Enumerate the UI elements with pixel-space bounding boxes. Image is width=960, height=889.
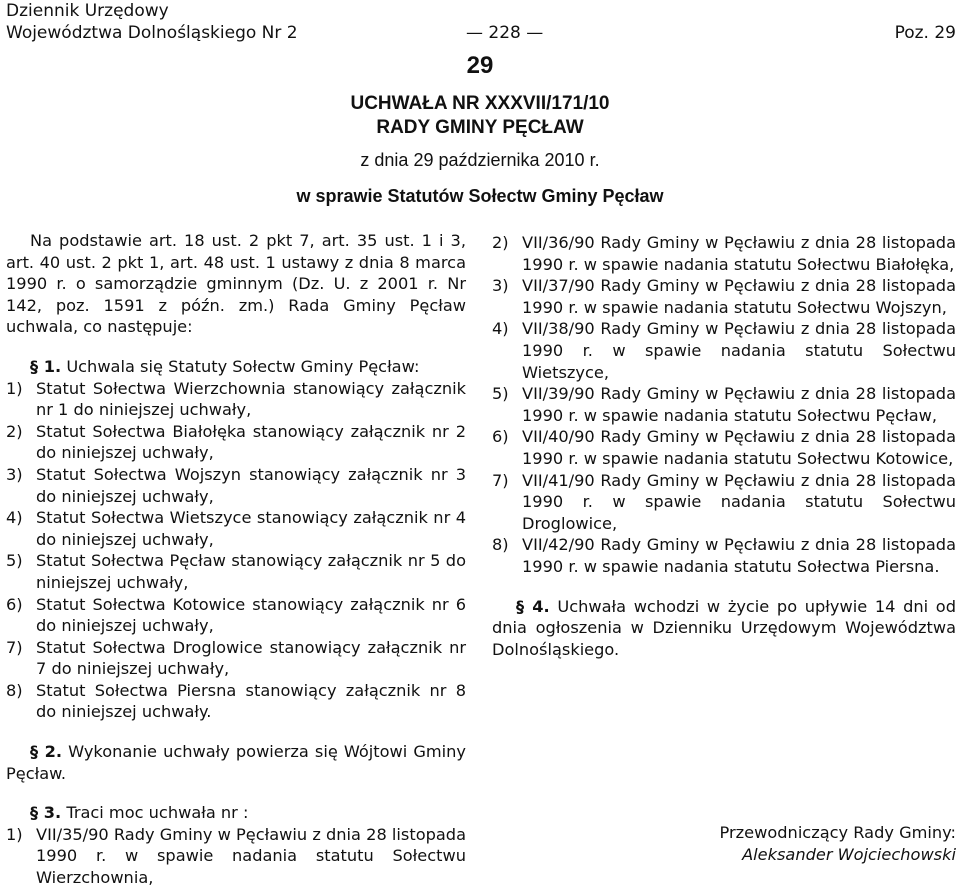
page-header [6,0,956,44]
document-number: 29 [466,52,494,79]
list-item-text: Statut Sołectwa Wierzchownia stanowiący załącznik nr 1 do niniejszej uchwały, [36,378,466,420]
list-item-text: VII/40/90 Rady Gminy w Pęcławiu z dnia 28 listopada 1990 r. w spawie nadania statutu Sołectwu Kotowice, [522,427,956,468]
signature-role: Przewodniczący Rady Gminy: [719,823,956,842]
list-item [6,378,466,421]
paragraph-3 [6,802,466,824]
paragraph-2 [6,741,466,784]
paragraph-1 [6,356,466,378]
list-item-text: VII/37/90 Rady Gminy w Pęcławiu z dnia 28 listopada 1990 r. w spawie nadania statutu Sołectwu Wojszyn, [522,276,956,317]
council-name: RADY GMINY PĘCŁAW [376,117,584,138]
list-item-number: 3) [492,276,509,296]
list-item [492,275,956,318]
list-item-number: 3) [6,464,23,484]
right-column [492,232,956,660]
page-number: — 228 — [466,23,544,43]
list-item [492,318,956,383]
list-item [492,534,956,577]
header-row [6,22,956,44]
list-item-number: 4) [492,319,509,339]
position-number: Poz. 29 [894,23,956,43]
list-item-number: 8) [6,680,23,700]
list-item-number: 2) [492,233,509,252]
list-item-text: VII/36/90 Rady Gminy w Pęcławiu z dnia 28 listopada 1990 r. w spawie nadania statutu Sołectwu Białołęka, [522,233,956,274]
list-item-text: VII/38/90 Rady Gminy w Pęcławiu z dnia 28 listopada 1990 r. w spawie nadania statutu Sołectwu Wietszyce, [522,319,956,382]
signature-block [720,822,956,866]
list-item-number: 1) [6,378,23,398]
paragraph-4-text: Uchwała wchodzi w życie po upływie 14 dni od dnia ogłoszenia w Dzienniku Urzędowym Województwa Dolnośląskiego. [492,596,956,659]
resolution-title: UCHWAŁA NR XXXVII/171/10 [350,93,610,114]
list-item-number: 7) [6,637,23,657]
list-item-text: VII/42/90 Rady Gminy w Pęcławiu z dnia 28 listopada 1990 r. w spawie nadania statutu Sołectwa Piersna. [522,535,956,576]
list-item-number: 2) [6,421,23,441]
list-item [6,421,466,464]
list-item-text: Statut Sołectwa Wojszyn stanowiący załącznik nr 3 do niniejszej uchwały, [36,464,466,506]
list-item [6,680,466,723]
resolution-subject: w sprawie Statutów Sołectw Gminy Pęcław [296,186,664,206]
list-item-text: VII/41/90 Rady Gminy w Pęcławiu z dnia 28 listopada 1990 r. w spawie nadania statutu Sołectwu Droglowice, [522,470,956,533]
paragraph-4-label: § 4. [516,596,550,616]
resolution-date: z dnia 29 października 2010 r. [360,150,600,170]
paragraph-2-label: § 2. [30,742,63,762]
list-item-text: VII/39/90 Rady Gminy w Pęcławiu z dnia 28 listopada 1990 r. w spawie nadania statutu Sołectwu Pęcław, [522,384,956,425]
list-item [492,470,956,535]
list-item [6,594,466,637]
spacer [6,338,466,356]
list-item-text: Statut Sołectwa Wietszyce stanowiący załącznik nr 4 do niniejszej uchwały, [36,508,466,549]
paragraph-1-label: § 1. [30,356,62,376]
left-column [6,230,466,889]
list-item-text: VII/35/90 Rady Gminy w Pęcławiu z dnia 28 listopada 1990 r. w spawie nadania statutu Sołectwu Wierzchownia, [36,824,466,888]
list-item-number: 5) [492,384,509,404]
list-item [492,426,956,469]
list-item [6,550,466,593]
paragraph-3-label: § 3. [30,803,62,823]
list-item [492,383,956,426]
list-item-number: 5) [6,551,23,571]
spacer [6,723,466,741]
list-item-text: Statut Sołectwa Pęcław stanowiący załącznik nr 5 do niniejszej uchwały, [36,551,466,592]
paragraph-2-text: Wykonanie uchwały powierza się Wójtowi Gminy Pęcław. [6,742,466,783]
list-item-number: 8) [492,535,509,555]
list-item-number: 4) [6,508,23,528]
list-item [6,824,466,889]
signature-name: Aleksander Wojciechowski [742,845,956,864]
publication-title: Dziennik Urzędowy [6,1,169,21]
list-item [6,507,466,550]
statutes-list [6,378,466,724]
list-item-text: Statut Sołectwa Kotowice stanowiący załącznik nr 6 do niniejszej uchwały, [36,594,466,636]
list-item-number: 1) [6,824,23,844]
paragraph-1-text: Uchwala się Statuty Sołectw Gminy Pęcław: [66,356,420,376]
list-item [492,232,956,275]
spacer [6,784,466,802]
list-item-number: 6) [492,427,509,447]
list-item-text: Statut Sołectwa Droglowice stanowiący załącznik nr 7 do niniejszej uchwały, [36,637,466,679]
paragraph-3-text: Traci moc uchwała nr : [66,803,249,823]
list-item-number: 6) [6,594,23,614]
list-item-text: Statut Sołectwa Białołęka stanowiący załącznik nr 2 do niniejszej uchwały, [36,421,466,463]
publication-subtitle: Województwa Dolnośląskiego Nr 2 [6,23,298,43]
list-item-text: Statut Sołectwa Piersna stanowiący załącznik nr 8 do niniejszej uchwały. [36,680,466,722]
list-item-number: 7) [492,470,509,490]
preamble: Na podstawie art. 18 ust. 2 pkt 7, art. 35 ust. 1 i 3, art. 40 ust. 2 pkt 1, art. 48 ust. 1 ustawy z dnia 8 marca 1990 r. o samorządzie gminnym (Dz. U. z 2001 r. Nr 142, poz. 1591 z późn. zm.) Rada Gminy Pęcław uchwala, co następuje: [6,231,466,337]
list-item [6,464,466,507]
list-item [6,637,466,680]
spacer [492,578,956,596]
paragraph-4 [492,596,956,661]
